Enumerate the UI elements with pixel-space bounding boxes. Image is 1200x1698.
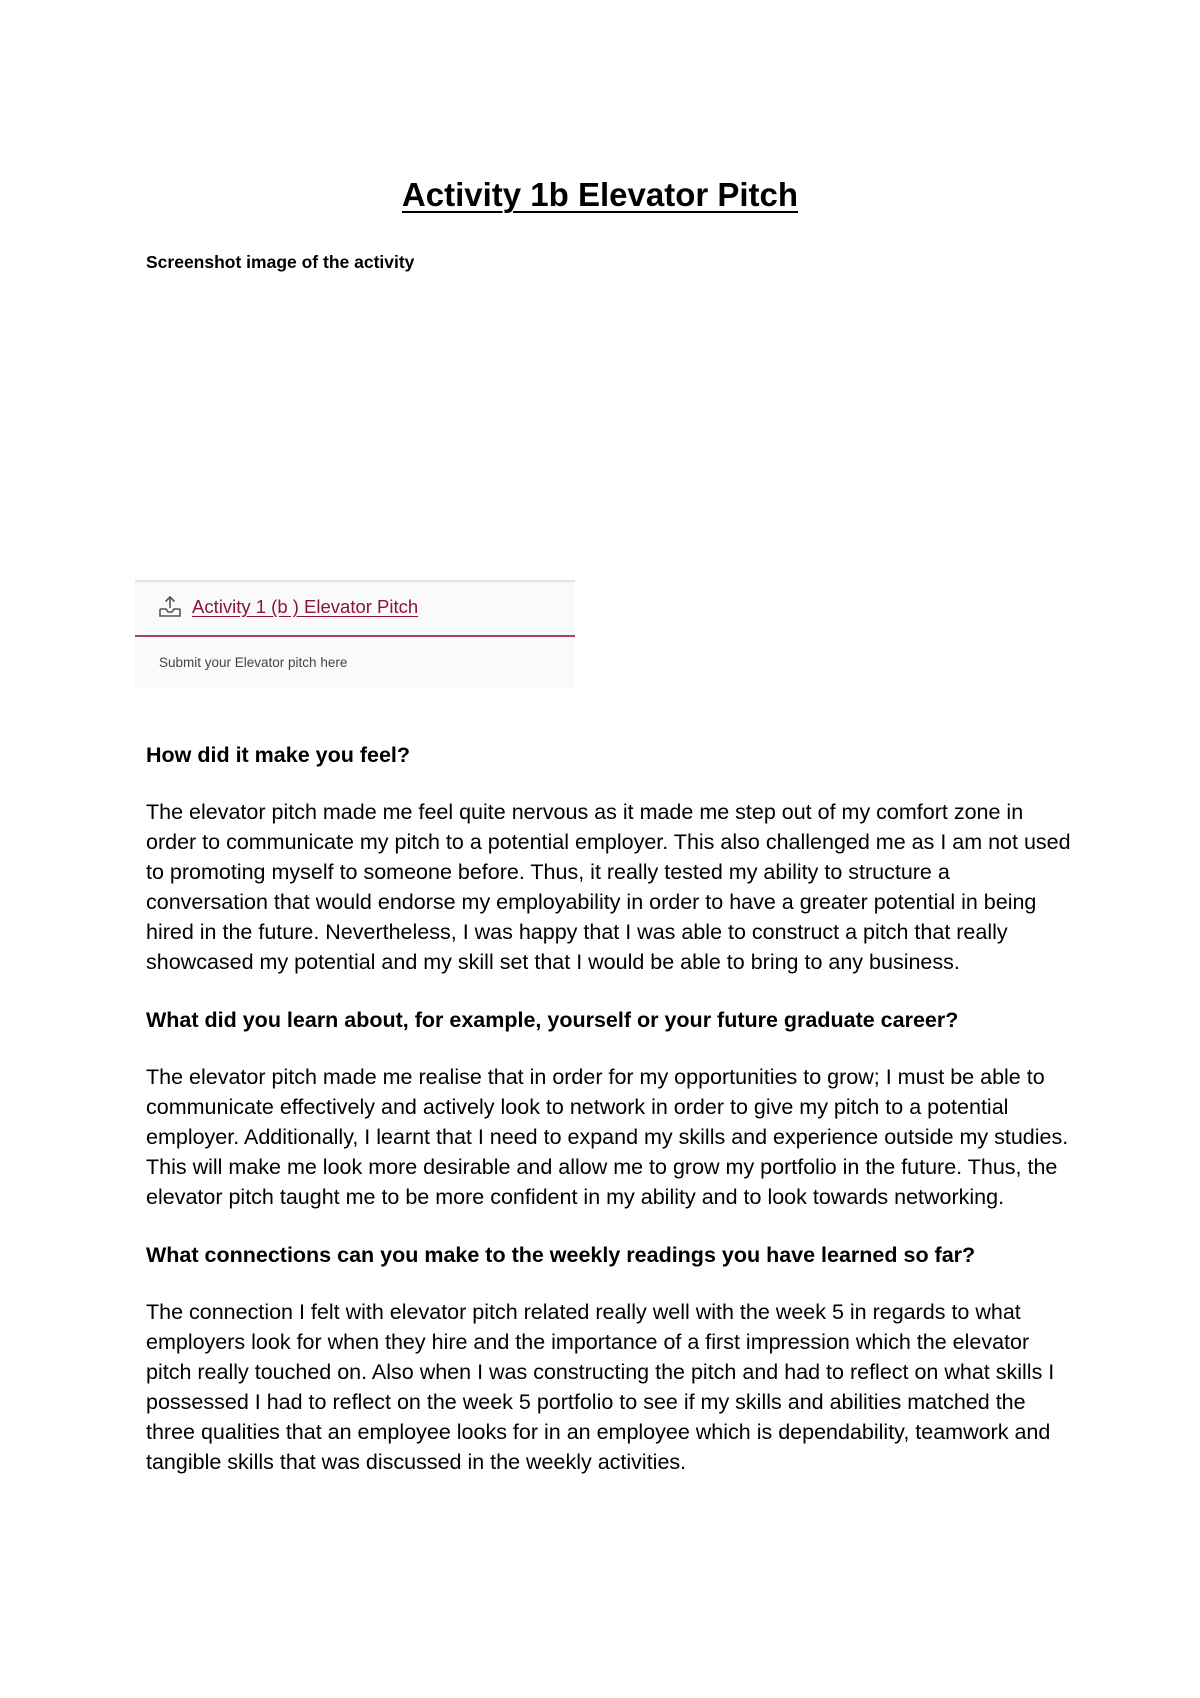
reflection-content: [146, 740, 1076, 1505]
answer-paragraph: The elevator pitch made me feel quite nervous as it made me step out of my comfort zone in order to communicate my pitch to a potential employer. This also challenged me as I am not used to promoting myself to someone before. Thus, it really tested my ability to structure a conversation that would endorse my employability in order to have a greater potential in being hired in the future. Nevertheless, I was happy that I was able to construct a pitch that really showcased my potential and my skill set that I would be able to bring to any business.: [146, 800, 1071, 974]
question-heading: What connections can you make to the weekly readings you have learned so far?: [146, 1243, 976, 1267]
screenshot-caption: Screenshot image of the activity: [146, 252, 415, 272]
page-title: Activity 1b Elevator Pitch: [401, 176, 799, 213]
divider: [135, 580, 575, 582]
activity-screenshot: [135, 580, 575, 688]
activity-link[interactable]: Activity 1 (b ) Elevator Pitch: [192, 596, 419, 617]
upload-tray-icon: [157, 594, 183, 620]
question-heading: How did it make you feel?: [146, 743, 411, 767]
answer-paragraph: The elevator pitch made me realise that in order for my opportunities to grow; I must be able to communicate effectively and actively look to network in order to give my pitch to a potential employer. Additionally, I learnt that I need to expand my skills and experience outside my studies. This will make me look more desirable and allow me to grow my portfolio in the future. Thus, the elevator pitch taught me to be more confident in my ability and to look towards networking.: [146, 1065, 1069, 1209]
activity-description: Submit your Elevator pitch here: [159, 655, 348, 670]
question-heading: What did you learn about, for example, yourself or your future graduate career?: [146, 1008, 959, 1032]
answer-paragraph: The connection I felt with elevator pitch related really well with the week 5 in regards to what employers look for when they hire and the importance of a first impression which the elevator pitch really touched on. Also when I was constructing the pitch and had to reflect on what skills I possessed I had to reflect on the week 5 portfolio to see if my skills and abilities matched the three qualities that an employee looks for in an employee which is dependability, teamwork and tangible skills that was discussed in the weekly activities.: [146, 1300, 1055, 1474]
divider: [135, 635, 575, 637]
